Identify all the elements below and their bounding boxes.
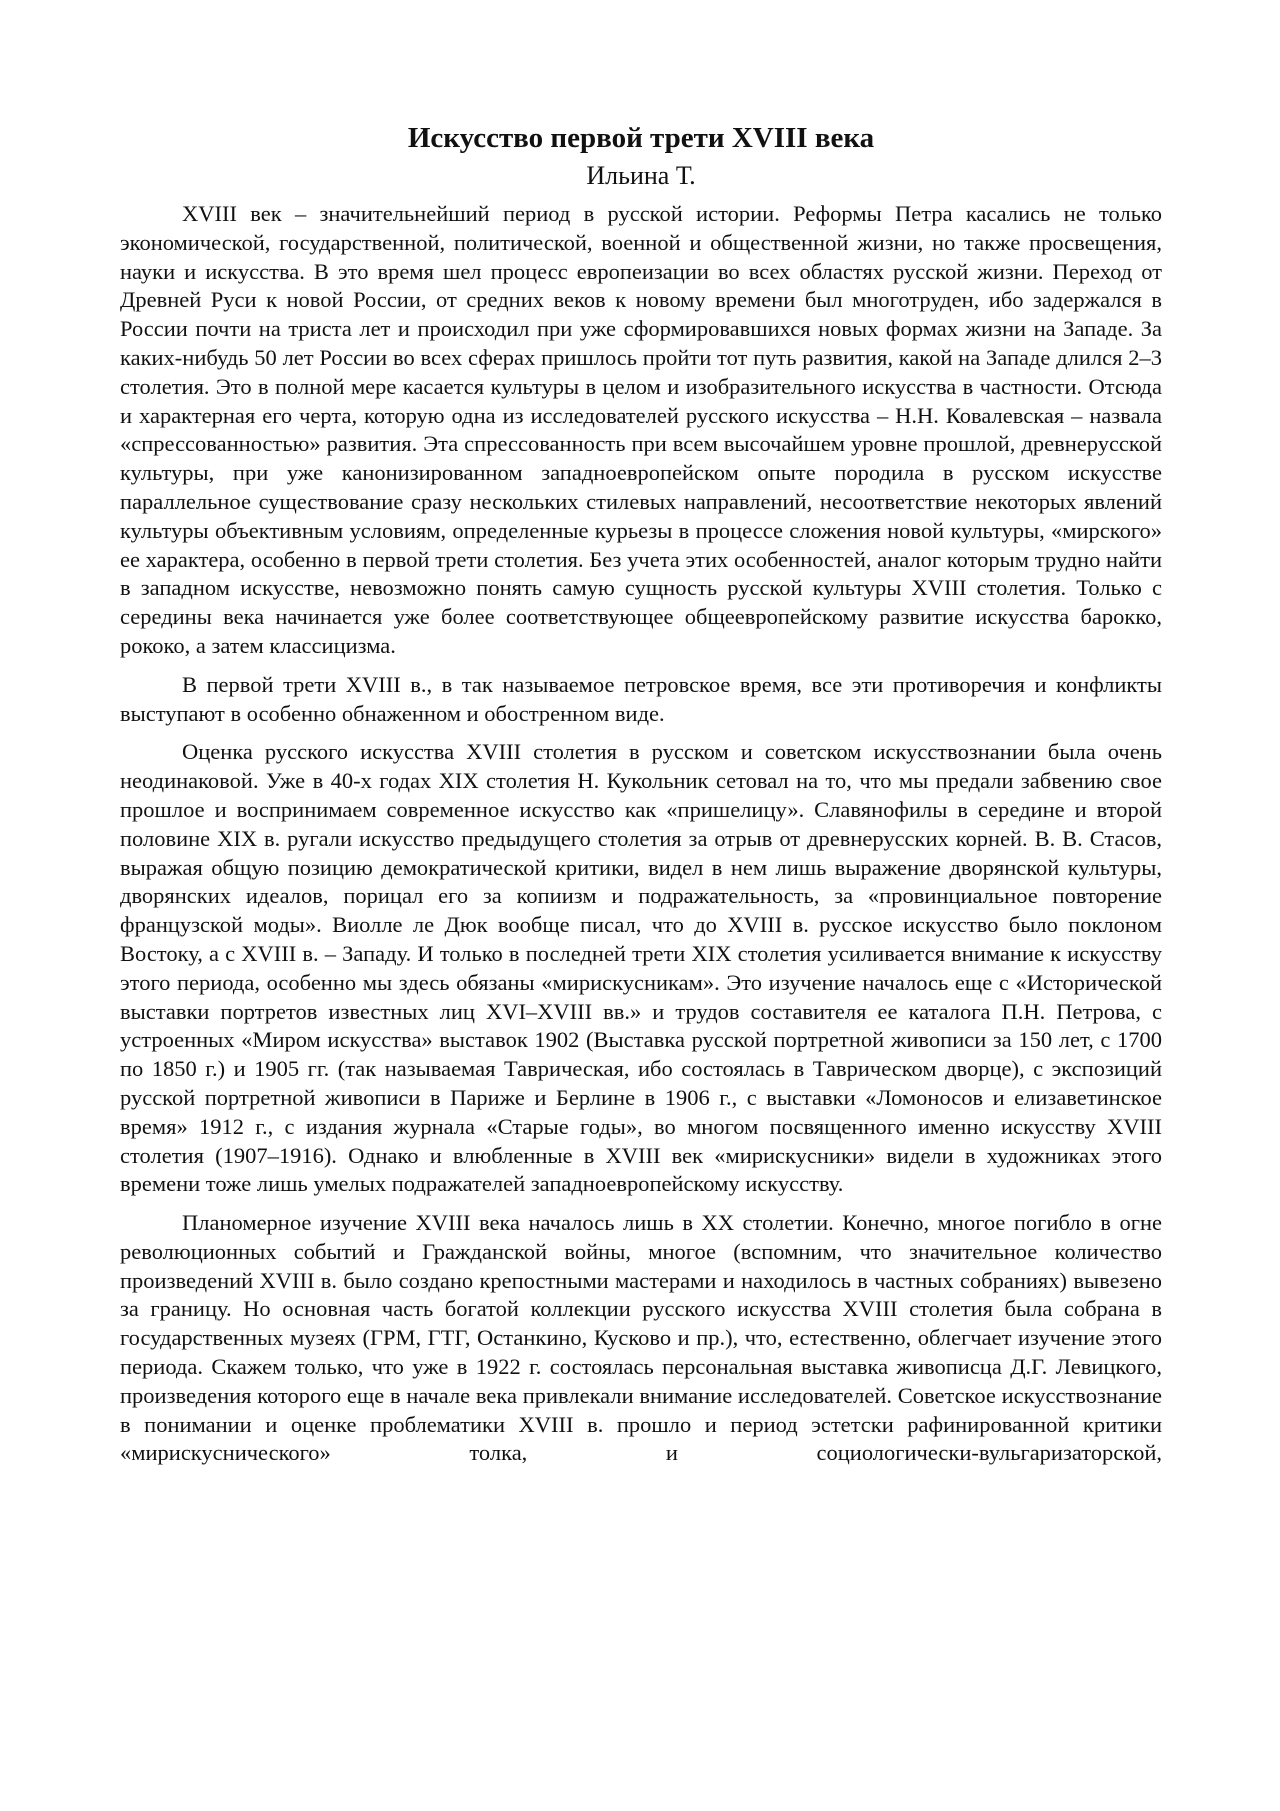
document-title: Искусство первой трети XVIII века bbox=[407, 122, 875, 154]
paragraph: Оценка русского искусства XVIII столетия в русском и советском искусствознании была очень неодинаковой. Уже в 40-х годах XIX столетия Н. Кукольник сетовал на то, что мы предали забвению свое прошлое и воспринимаем современное искусство как «пришелицу». Славянофилы в середине и второй половине XIX в. ругали искусство предыдущего столетия за отрыв от древнерусских корней. В. В. Стасов, выражая общую позицию демократической критики, видел в нем лишь выражение дворянской культуры, дворянских идеалов, порицал его за копиизм и подражательность, за «провинциальное повторение французской моды». Виолле ле Дюк вообще писал, что до XVIII в. русское искусство было поклоном Востоку, а с XVIII в. – Западу. И только в последней трети XIX столетия усиливается внимание к искусству этого периода, особенно мы здесь обязаны «мирискусникам». Это изучение началось еще с «Исторической выставки портретов известных лиц XVI–XVIII вв.» и трудов составителя ее каталога П.Н. Петрова, с устроенных «Миром искусства» выставок 1902 (Выставка русской портретной живописи за 150 лет, с 1700 по 1850 г.) и 1905 гг. (так называемая Таврическая, ибо состоялась в Таврическом дворце), с экспозиций русской портретной живописи в Париже и Берлине в 1906 г., с выставки «Ломоносов и елизаветинское время» 1912 г., с издания журнала «Старые годы», во многом посвященного именно искусству XVIII столетия (1907–1916). Однако и влюбленные в XVIII век «мирискусники» видели в художниках этого времени тоже лишь умелых подражателей западноевропейскому искусству. bbox=[120, 739, 1162, 1197]
document-page bbox=[120, 118, 1162, 1468]
paragraph: Планомерное изучение XVIII века началось лишь в XX столетии. Конечно, многое погибло в огне революционных событий и Гражданской войны, многое (вспомним, что значительное количество произведений XVIII в. было создано крепостными мастерами и находилось в частных собраниях) вывезено за границу. Но основная часть богатой коллекции русского искусства XVIII столетия была собрана в государственных музеях (ГРМ, ГТГ, Останкино, Кусково и пр.), что, естественно, облегчает изучение этого периода. Скажем только, что уже в 1922 г. состоялась персональная выставка живописца Д.Г. Левицкого, произведения которого еще в начале века привлекали внимание исследователей. Советское искусствознание в понимании и оценке проблематики XVIII в. прошло и период эстетски рафинированной критики «мирискуснического» толка, и социологически-вульгаризаторской, bbox=[120, 1210, 1162, 1466]
paragraph: В первой трети XVIII в., в так называемое петровское время, все эти противоречия и конфликты выступают в особенно обнаженном и обостренном виде. bbox=[120, 671, 1162, 726]
paragraph: XVIII век – значительнейший период в русской истории. Реформы Петра касались не только экономической, государственной, политической, военной и общественной жизни, но также просвещения, науки и искусства. В это время шел процесс европеизации во всех областях русской жизни. Переход от Древней Руси к новой России, от средних веков к новому времени был многотруден, ибо задержался в России почти на триста лет и происходил при уже сформировавшихся новых формах жизни на Западе. За каких-нибудь 50 лет России во всех сферах пришлось пройти тот путь развития, какой на Западе длился 2–3 столетия. Это в полной мере касается культуры в целом и изобразительного искусства в частности. Отсюда и характерная его черта, которую одна из исследователей русского искусства – Н.Н. Ковалевская – назвала «спрессованностью» развития. Эта спрессованность при всем высочайшем уровне прошлой, древнерусской культуры, при уже канонизированном западноевропейском опыте породила в русском искусстве параллельное существование сразу нескольких стилевых направлений, несоответствие некоторых явлений культуры объективным условиям, определенные курьезы в процессе сложения новой культуры, «мирского» ее характера, особенно в первой трети столетия. Без учета этих особенностей, аналог которым трудно найти в западном искусстве, невозможно понять самую сущность русской культуры XVIII столетия. Только с середины века начинается уже более соответствующее общеевропейскому развитие искусства барокко, рококо, а затем классицизма. bbox=[120, 201, 1162, 658]
document-author: Ильина Т. bbox=[586, 161, 696, 190]
